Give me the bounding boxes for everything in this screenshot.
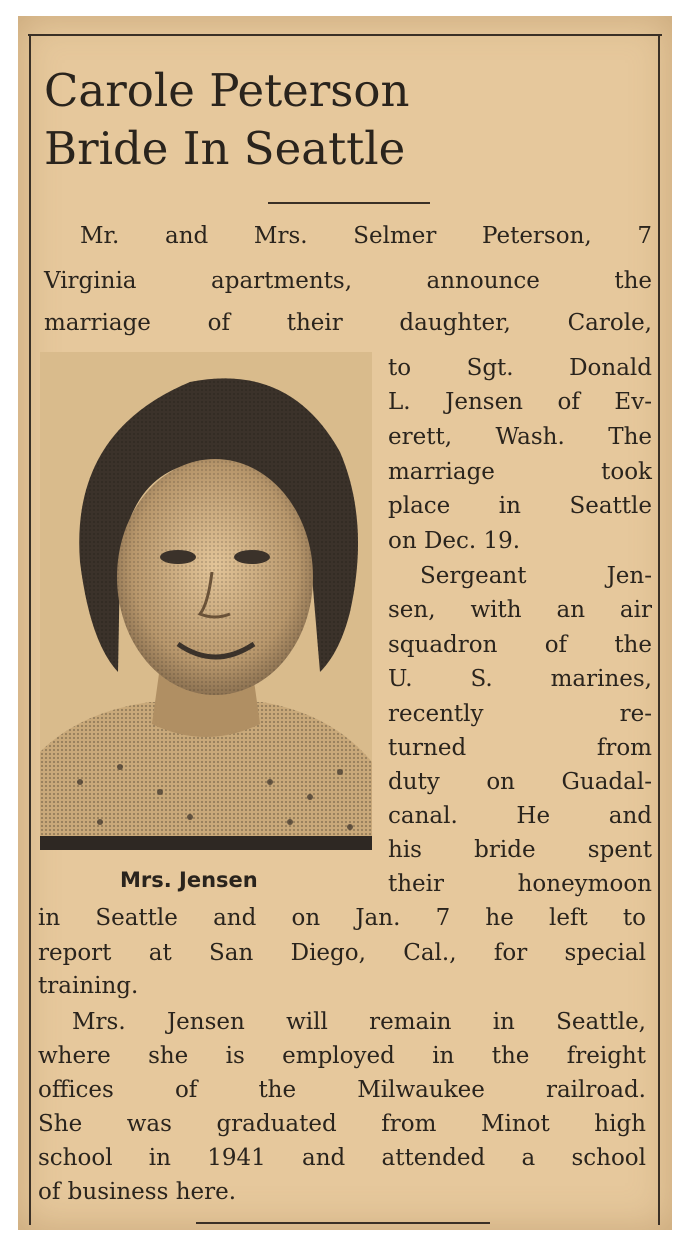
article-line: report at San Diego, Cal., for special — [38, 940, 646, 966]
headline-divider — [268, 202, 430, 204]
article-line: in Seattle and on Jan. 7 he left to — [38, 905, 646, 931]
article-line: Mrs. Jensen will remain in Seattle, — [72, 1009, 646, 1035]
article-line: training. — [38, 973, 139, 999]
article-line: sen, with an air — [388, 597, 652, 623]
photo-caption: Mrs. Jensen — [120, 868, 258, 892]
portrait-photo — [40, 352, 372, 846]
article-line: to Sgt. Donald — [388, 355, 652, 381]
article-line: Mr. and Mrs. Selmer Peterson, 7 — [80, 223, 652, 249]
article-line: turned from — [388, 735, 652, 761]
article-line: erett, Wash. The — [388, 424, 652, 450]
article-line: their honeymoon — [388, 871, 652, 897]
column-rule-top — [28, 34, 662, 36]
headline-line-2: Bride In Seattle — [44, 122, 406, 175]
article-line: school in 1941 and attended a school — [38, 1145, 646, 1171]
article-line: on Dec. 19. — [388, 528, 521, 554]
article-line: She was graduated from Minot high — [38, 1111, 646, 1137]
article-line: recently re- — [388, 701, 652, 727]
article-line: his bride spent — [388, 837, 652, 863]
article-line: of business here. — [38, 1179, 237, 1205]
headline-line-1: Carole Peterson — [44, 64, 410, 117]
article-line: L. Jensen of Ev- — [388, 389, 652, 415]
article-line: place in Seattle — [388, 493, 652, 519]
article-end-divider — [196, 1222, 490, 1224]
article-line: U. S. marines, — [388, 666, 652, 692]
article-line: duty on Guadal- — [388, 769, 652, 795]
column-rule-left — [29, 35, 31, 1225]
article-line: squadron of the — [388, 632, 652, 658]
article-line: marriage took — [388, 459, 652, 485]
headline — [44, 62, 644, 178]
article-line: offices of the Milwaukee railroad. — [38, 1077, 646, 1103]
article-line: where she is employed in the freight — [38, 1043, 646, 1069]
article-line: Sergeant Jen- — [420, 563, 652, 589]
portrait-halftone — [40, 352, 372, 846]
article-line: canal. He and — [388, 803, 652, 829]
article-line: marriage of their daughter, Carole, — [44, 310, 652, 336]
column-rule-right — [658, 35, 660, 1225]
photo-bottom-bar — [40, 836, 372, 850]
article-line: Virginia apartments, announce the — [44, 268, 652, 294]
